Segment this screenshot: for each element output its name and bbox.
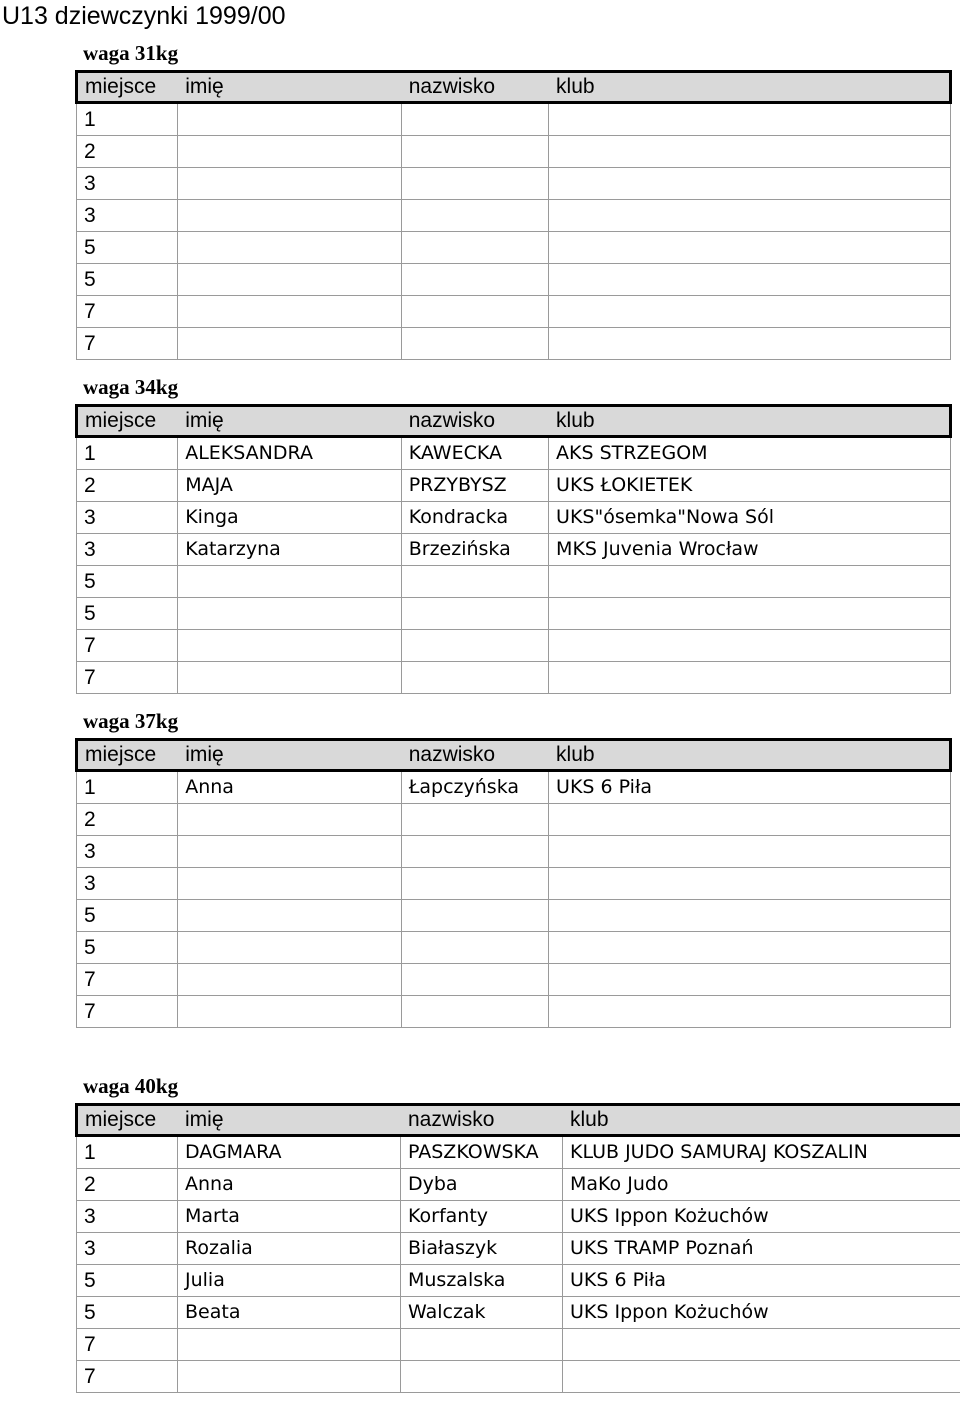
table-row [77,900,951,932]
cell-surname [401,598,548,630]
table-row [77,1361,960,1393]
table-row [77,566,951,598]
cell-name [178,900,402,932]
cell-surname [401,200,548,232]
table-row [77,836,951,868]
cell-place: 7 [77,662,178,694]
cell-name [178,836,402,868]
table-row [77,534,951,566]
cell-place: 5 [77,232,178,264]
cell-club: MKS Juvenia Wrocław [549,534,951,566]
cell-place: 7 [77,964,178,996]
column-header-club: klub [563,1105,960,1136]
cell-surname [401,868,548,900]
cell-surname [401,136,548,168]
cell-place: 7 [77,1361,178,1393]
table-row [77,662,951,694]
cell-surname: Walczak [401,1297,563,1329]
table-row [77,264,951,296]
cell-place: 2 [77,470,178,502]
table-row [77,1169,960,1201]
cell-place: 3 [77,868,178,900]
cell-surname [401,1329,563,1361]
cell-place: 1 [77,437,178,470]
column-header-surname: nazwisko [401,72,548,103]
table-row [77,932,951,964]
cell-club: UKS"ósemka"Nowa Sól [549,502,951,534]
cell-club: UKS 6 Piła [549,771,951,804]
table-row [77,1265,960,1297]
table-row [77,630,951,662]
cell-place: 7 [77,328,178,360]
cell-club [549,136,951,168]
cell-place: 1 [77,771,178,804]
table-row [77,103,951,136]
cell-name [178,996,402,1028]
cell-surname [401,264,548,296]
table-row [77,1329,960,1361]
cell-name: Rozalia [178,1233,401,1265]
cell-place: 2 [77,804,178,836]
cell-surname: Białaszyk [401,1233,563,1265]
cell-surname [401,900,548,932]
cell-name [178,1361,401,1393]
table-row [77,1297,960,1329]
cell-name: Anna [178,1169,401,1201]
cell-name [178,868,402,900]
cell-place: 5 [77,598,178,630]
cell-surname [401,566,548,598]
table-header-row [77,406,951,437]
cell-surname [401,932,548,964]
cell-name [178,566,402,598]
weight-section [75,36,952,360]
cell-club [549,296,951,328]
cell-name [178,804,402,836]
cell-name [178,328,402,360]
cell-surname [401,804,548,836]
cell-name [178,264,402,296]
cell-place: 5 [77,1297,178,1329]
cell-name [178,232,402,264]
cell-name [178,932,402,964]
cell-name [178,630,402,662]
column-header-surname: nazwisko [401,740,548,771]
column-header-club: klub [549,72,951,103]
cell-place: 5 [77,264,178,296]
column-header-place: miejsce [77,1105,178,1136]
cell-name [178,200,402,232]
cell-club [549,836,951,868]
table-row [77,996,951,1028]
cell-name [178,296,402,328]
table-header-row [77,740,951,771]
cell-surname [401,103,548,136]
cell-name: Katarzyna [178,534,402,566]
cell-place: 7 [77,296,178,328]
cell-surname [401,662,548,694]
table-row [77,437,951,470]
table-row [77,200,951,232]
results-table [75,738,952,1028]
cell-name [178,168,402,200]
cell-club: UKS Ippon Kożuchów [563,1201,960,1233]
cell-club [549,200,951,232]
cell-name [178,136,402,168]
cell-surname: KAWECKA [401,437,548,470]
cell-surname [401,296,548,328]
weight-class-heading: waga 31kg [83,41,179,65]
table-row [77,771,951,804]
cell-surname: PRZYBYSZ [401,470,548,502]
cell-club [549,598,951,630]
cell-club [549,103,951,136]
cell-club [549,264,951,296]
cell-name: Marta [178,1201,401,1233]
cell-club: UKS 6 Piła [563,1265,960,1297]
table-row [77,1233,960,1265]
cell-place: 1 [77,1136,178,1169]
cell-place: 5 [77,900,178,932]
weight-class-heading: waga 40kg [83,1074,179,1098]
cell-surname: Łapczyńska [401,771,548,804]
column-header-name: imię [178,1105,401,1136]
table-header-row [77,72,951,103]
table-row [77,168,951,200]
cell-place: 3 [77,502,178,534]
table-row [77,502,951,534]
table-row [77,1201,960,1233]
page-title: U13 dziewczynki 1999/00 [2,2,286,30]
cell-place: 3 [77,200,178,232]
table-row [77,470,951,502]
column-header-club: klub [549,740,951,771]
cell-name: Julia [178,1265,401,1297]
table-row [77,232,951,264]
cell-name [178,662,402,694]
cell-place: 1 [77,103,178,136]
cell-place: 5 [77,1265,178,1297]
results-table [75,404,952,694]
table-row [77,296,951,328]
cell-surname [401,996,548,1028]
table-row [77,1136,960,1169]
cell-club [549,964,951,996]
cell-surname: Brzezińska [401,534,548,566]
column-header-name: imię [178,740,402,771]
cell-place: 5 [77,932,178,964]
column-header-place: miejsce [77,72,178,103]
column-header-place: miejsce [77,406,178,437]
cell-club [549,566,951,598]
weight-class-heading: waga 37kg [83,709,179,733]
cell-name: MAJA [178,470,402,502]
cell-surname [401,232,548,264]
results-table [75,1103,960,1393]
column-header-surname: nazwisko [401,1105,563,1136]
cell-club: AKS STRZEGOM [549,437,951,470]
cell-club [549,900,951,932]
table-row [77,328,951,360]
cell-name: Beata [178,1297,401,1329]
cell-surname: PASZKOWSKA [401,1136,563,1169]
cell-club [549,328,951,360]
cell-surname: Korfanty [401,1201,563,1233]
column-header-surname: nazwisko [401,406,548,437]
weight-section [75,704,952,1028]
cell-name: DAGMARA [178,1136,401,1169]
cell-surname [401,168,548,200]
cell-place: 2 [77,1169,178,1201]
cell-place: 3 [77,1201,178,1233]
weight-section [75,370,952,694]
table-header-row [77,1105,960,1136]
weight-section [75,1069,960,1393]
cell-club [549,168,951,200]
cell-club [549,868,951,900]
table-row [77,964,951,996]
cell-place: 5 [77,566,178,598]
table-row [77,136,951,168]
cell-club [549,804,951,836]
cell-place: 7 [77,630,178,662]
cell-place: 3 [77,1233,178,1265]
cell-surname: Dyba [401,1169,563,1201]
weight-class-heading: waga 34kg [83,375,179,399]
cell-club [549,662,951,694]
cell-club: MaKo Judo [563,1169,960,1201]
column-header-club: klub [549,406,951,437]
table-row [77,868,951,900]
cell-name [178,598,402,630]
cell-name [178,964,402,996]
cell-name [178,103,402,136]
cell-club: UKS TRAMP Poznań [563,1233,960,1265]
cell-place: 7 [77,1329,178,1361]
cell-place: 3 [77,836,178,868]
cell-club [563,1329,960,1361]
cell-club [549,630,951,662]
cell-surname [401,630,548,662]
table-row [77,598,951,630]
cell-name: Anna [178,771,402,804]
cell-surname: Kondracka [401,502,548,534]
table-row [77,804,951,836]
cell-club: KLUB JUDO SAMURAJ KOSZALIN [563,1136,960,1169]
cell-name: ALEKSANDRA [178,437,402,470]
column-header-name: imię [178,406,402,437]
cell-place: 3 [77,534,178,566]
cell-club: UKS Ippon Kożuchów [563,1297,960,1329]
cell-club [549,996,951,1028]
cell-surname [401,836,548,868]
cell-name: Kinga [178,502,402,534]
column-header-place: miejsce [77,740,178,771]
column-header-name: imię [178,72,402,103]
cell-surname [401,1361,563,1393]
cell-place: 3 [77,168,178,200]
cell-place: 2 [77,136,178,168]
cell-place: 7 [77,996,178,1028]
cell-club: UKS ŁOKIETEK [549,470,951,502]
cell-surname [401,328,548,360]
cell-surname [401,964,548,996]
cell-surname: Muszalska [401,1265,563,1297]
cell-club [549,232,951,264]
cell-name [178,1329,401,1361]
cell-club [563,1361,960,1393]
results-table [75,70,952,360]
cell-club [549,932,951,964]
